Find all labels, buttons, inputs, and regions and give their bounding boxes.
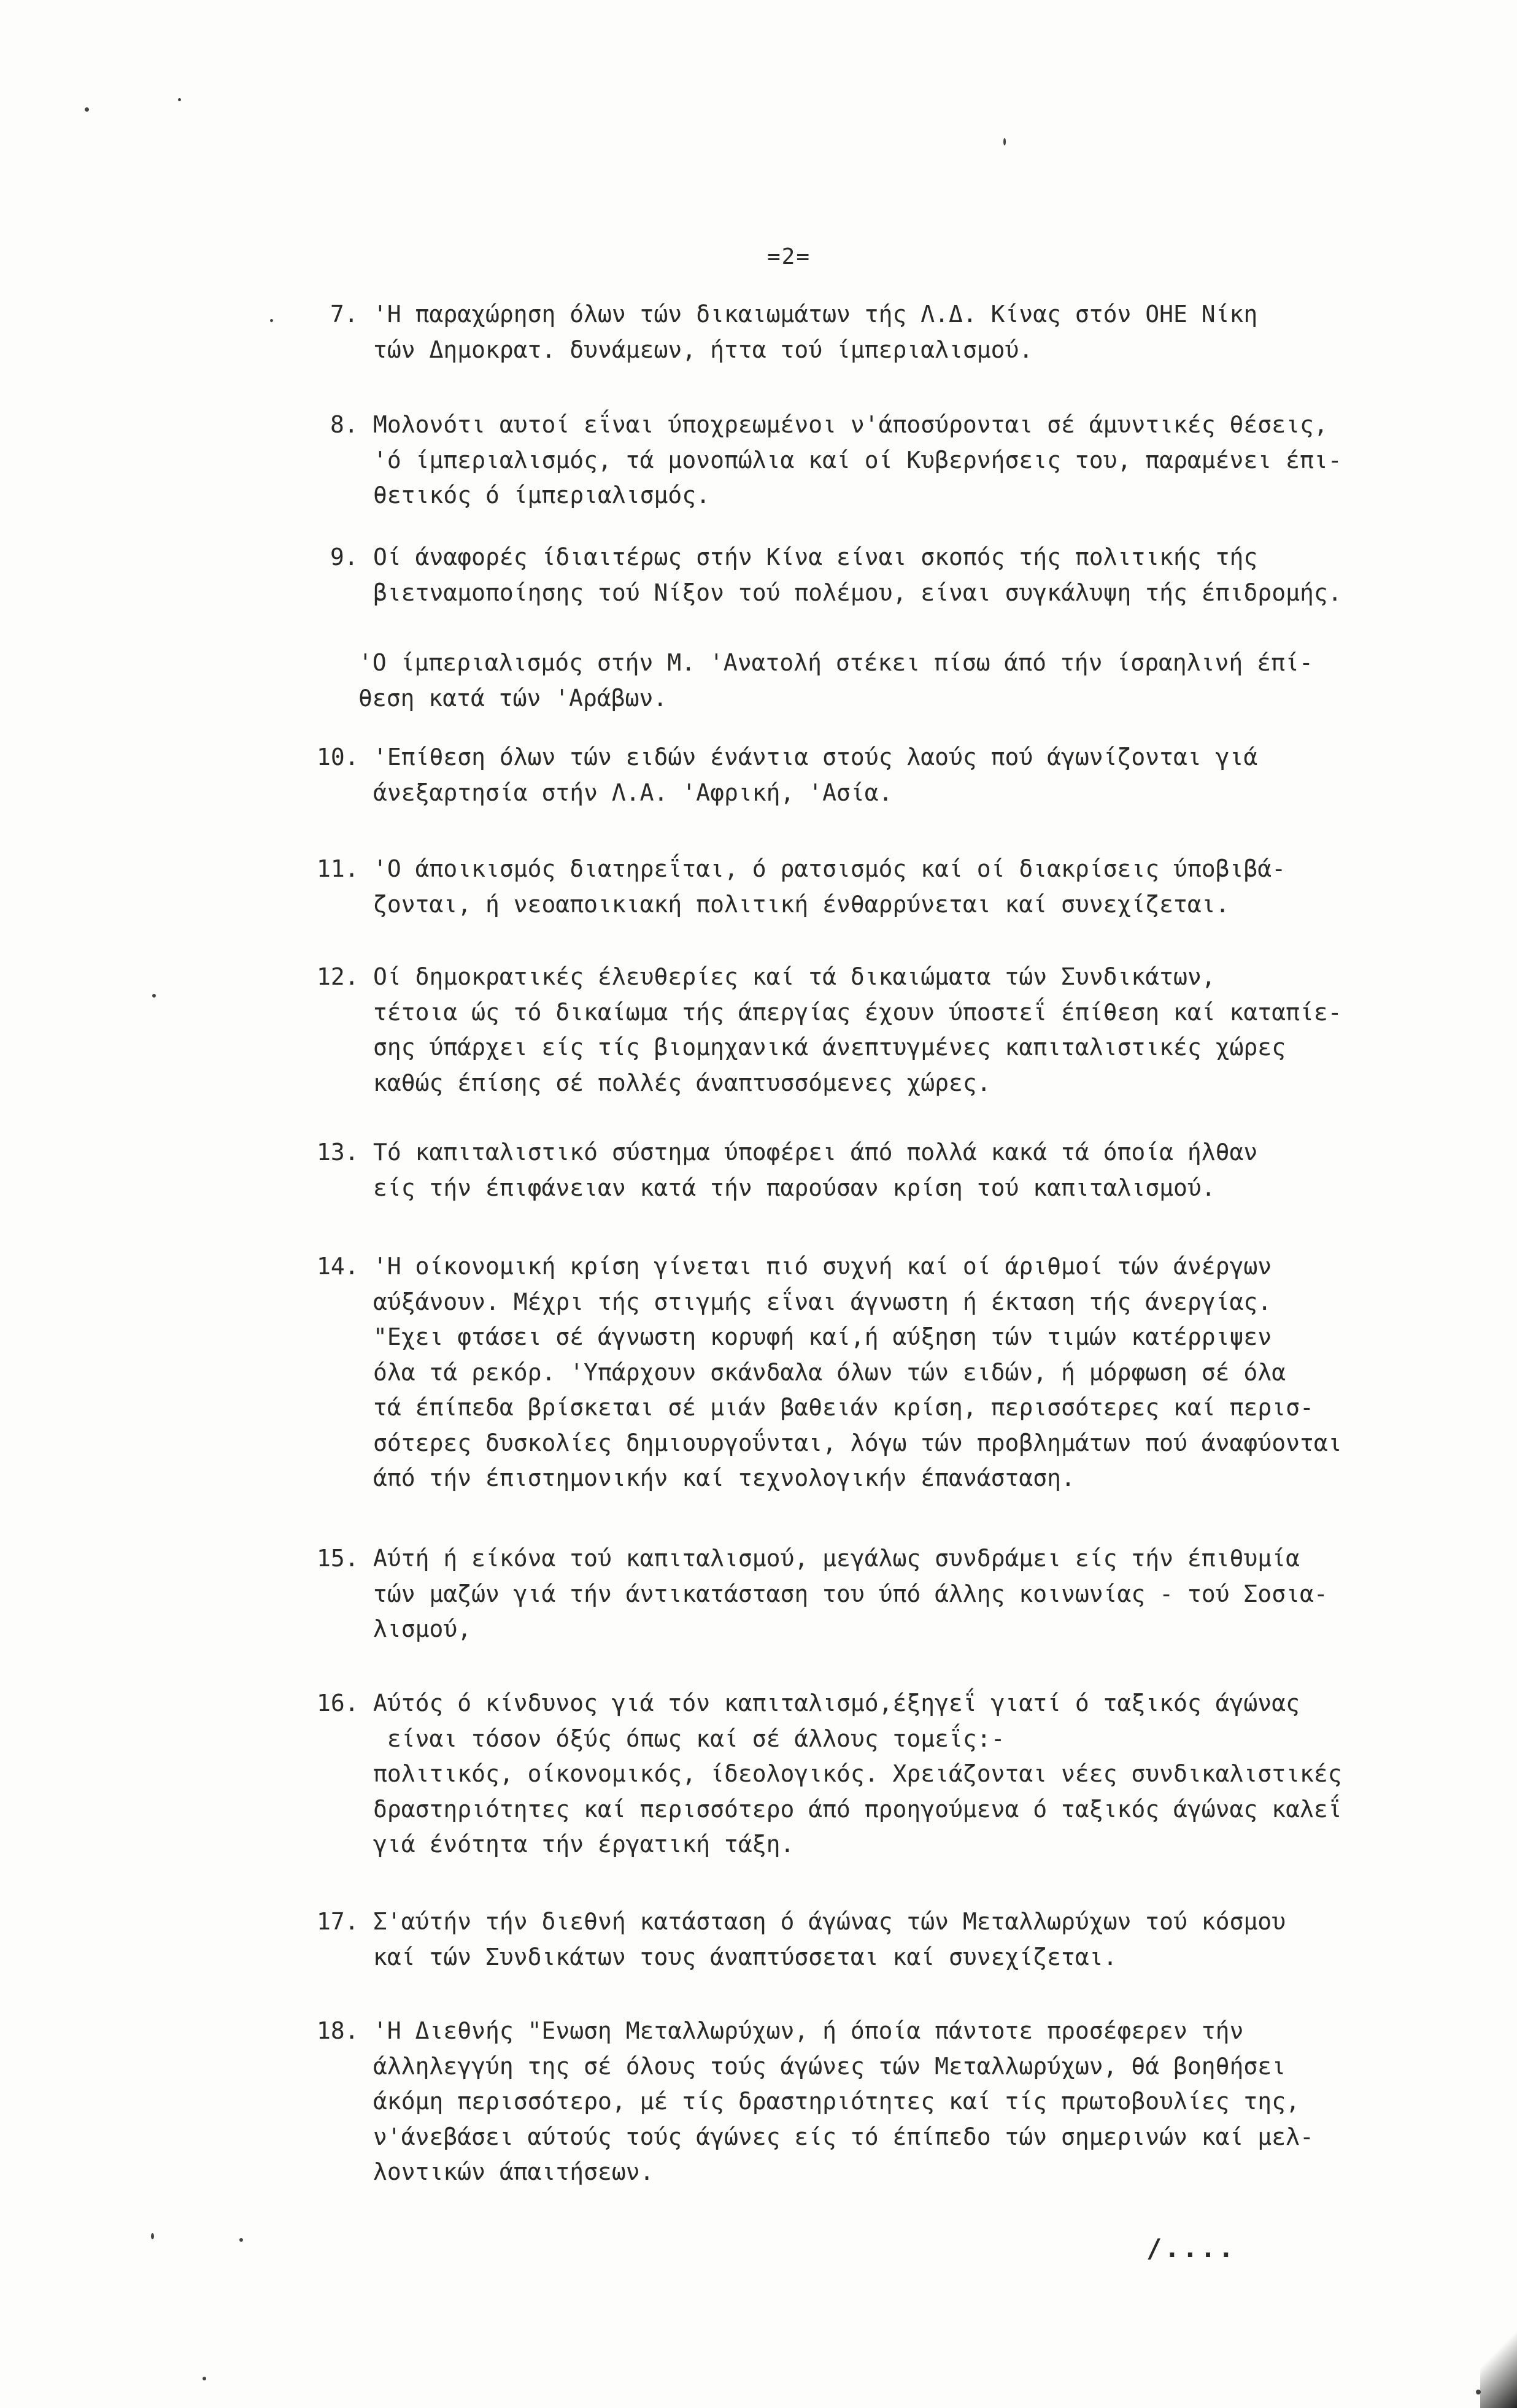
item-number: 13. [317,1139,359,1166]
item-text: Σ'αύτήν τήν διεθνή κατάσταση ό άγώνας τών Μεταλλωρύχων τού κόσμου καί τών Συνδικάτων τους άναπτύσσεται καί συνεχίζεται. [373,1908,1286,1971]
item-number: 7. [330,301,358,328]
scan-speck [178,98,181,101]
item-text: 'Η οίκονομική κρίση γίνεται πιό συχνή καί οί άριθμοί τών άνέργων αύξάνουν. Μέχρι τής στιγμής εΐναι άγνωστη ή έκταση τής άνεργίας. "Εχει φτάσει σέ άγνωστη κορυφή καί,ή αύξηση τών τιμών κατέρριψεν όλα τά ρεκόρ. 'Υπάρχουν σκάνδαλα όλων τών ειδών, ή μόρφωση σέ όλα τά έπίπεδα βρίσκεται σέ μιάν βαθειάν κρίση, περισσότερες καί περισ- σότερες δυσκολίες δημιουργοΰνται, λόγω τών προβλημάτων πού άναφύονται άπό τήν έπιστημονικήν καί τεχνολογικήν έπανάσταση. [373,1253,1342,1491]
item-number: 17. [317,1908,359,1935]
scan-speck [239,2238,243,2242]
item-number: 9. [330,544,358,571]
item-text: Τό καπιταλιστικό σύστημα ύποφέρει άπό πολλά κακά τά όποία ήλθαν είς τήν έπιφάνειαν κατά τήν παρούσαν κρίση τού καπιταλισμού. [373,1139,1258,1201]
item-text: Αύτή ή είκόνα τού καπιταλισμού, μεγάλως συνδράμει είς τήν έπιθυμία τών μαζών γιά τήν άντικατάσταση του ύπό άλλης κοινωνίας - τού Σοσια- λισμού, [373,1545,1328,1642]
item-number: 12. [317,963,359,990]
item-text: Οί άναφορές ίδιαιτέρως στήν Κίνα είναι σκοπός τής πολιτικής τής βιετναμοποίησης τού Νίξον τού πολέμου, είναι συγκάλυψη τής έπιδρομής. [373,544,1342,606]
scan-speck [85,107,89,112]
item-text: 'Επίθεση όλων τών ειδών ένάντια στούς λαούς πού άγωνίζονται γιά άνεξαρτησία στήν Λ.Α. 'Αφρική, 'Ασία. [373,744,1258,806]
scan-speck [151,2233,154,2239]
item-number: 15. [317,1545,359,1572]
item-number: 16. [317,1690,359,1717]
item-number: 18. [317,2017,359,2044]
scan-speck [270,319,273,322]
page-number: =2= [767,244,811,269]
item-text: Αύτός ό κίνδυνος γιά τόν καπιταλισμό,έξηγεΐ γιατί ό ταξικός άγώνας είναι τόσον όξύς όπως καί σέ άλλους τομεΐς:- πολιτικός, οίκονομικός, ίδεολογικός. Χρειάζονται νέες συνδικαλιστικές δραστηριότητες καί περισσότερο άπό προηγούμενα ό ταξικός άγώνας καλεΐ γιά ένότητα τήν έργατική τάξη. [373,1690,1342,1858]
scan-speck [1003,138,1006,145]
item-text: 'Η παραχώρηση όλων τών δικαιωμάτων τής Λ.Δ. Κίνας στόν ΟΗΕ Νίκη τών Δημοκρατ. δυνάμεων, ήττα τού ίμπεριαλισμού. [373,301,1258,363]
scan-speck [203,2377,206,2380]
item-number: 10. [317,744,359,771]
item-text: 'Η Διεθνής "Ενωση Μεταλλωρύχων, ή όποία πάντοτε προσέφερεν τήν άλληλεγγύη της σέ όλους τούς άγώνες τών Μεταλλωρύχων, θά βοηθήσει άκόμη περισσότερο, μέ τίς δραστηριότητες καί τίς πρωτοβουλίες της, ν'άνεβάσει αύτούς τούς άγώνες είς τό έπίπεδο τών σημερινών καί μελ- λοντικών άπαιτήσεων. [373,2017,1314,2185]
item-text: Μολονότι αυτοί εΐναι ύποχρεωμένοι ν'άποσύρονται σέ άμυντικές θέσεις, 'ό ίμπεριαλισμός, τά μονοπώλια καί οί Κυβερνήσεις του, παραμένει έπι- θετικός ό ίμπεριαλισμός. [373,411,1342,509]
item-text: 'Ο ίμπεριαλισμός στήν Μ. 'Ανατολή στέκει πίσω άπό τήν ίσραηλινή έπί- θεση κατά τών 'Αράβων. [358,649,1313,712]
scan-speck [152,994,156,998]
scan-edge-shadow [1480,2316,1517,2408]
item-number: 14. [317,1253,359,1280]
item-text: Οί δημοκρατικές έλευθερίες καί τά δικαιώματα τών Συνδικάτων, τέτοια ώς τό δικαίωμα τής άπεργίας έχουν ύποστεΐ έπίθεση καί καταπίε- σης ύπάρχει είς τίς βιομηχανικά άνεπτυγμένες καπιταλιστικές χώρες καθώς έπίσης σέ πολλές άναπτυσσόμενες χώρες. [373,963,1342,1096]
item-number: 8. [330,411,358,438]
item-number: 11. [317,855,359,882]
item-text: 'Ο άποικισμός διατηρεΐται, ό ρατσισμός καί οί διακρίσεις ύποβιβά- ζονται, ή νεοαποικιακή πολιτική ένθαρρύνεται καί συνεχίζεται. [373,855,1286,918]
continuation-mark: /.... [1146,2233,1237,2263]
